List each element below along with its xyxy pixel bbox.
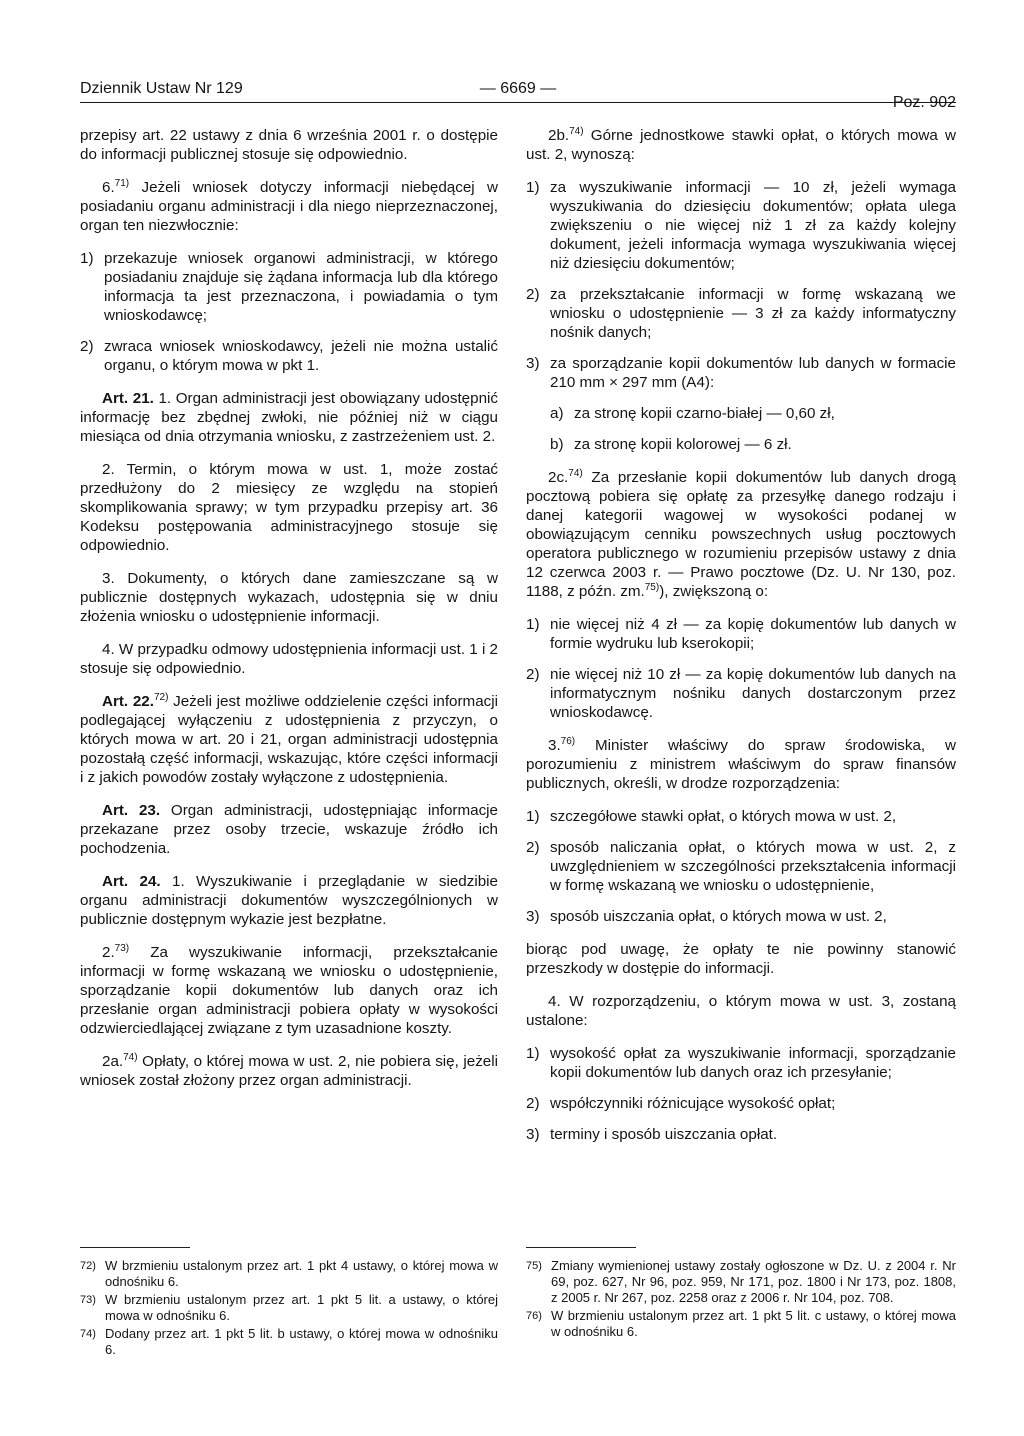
paragraph: 4. W przypadku odmowy udostępnienia informacji ust. 1 i 2 stosuje się odpowiednio. (80, 641, 498, 677)
footnotes-right (526, 1247, 956, 1342)
paragraph: 2a.$^{74)}$ Opłaty, o której mowa w ust. 2, nie pobiera się, jeżeli wniosek został złożony przez organ administracji. (80, 1051, 498, 1089)
item-list (526, 615, 956, 722)
list-item: 1) wysokość opłat za wyszukiwanie informacji, sporządzanie kopii dokumentów lub danych oraz ich przesyłanie; (526, 1045, 956, 1081)
paragraph-2b: 2b.$^{74)}$ Górne jednostkowe stawki opłat, o których mowa w ust. 2, wynoszą: (526, 125, 956, 163)
list-item: 2) współczynniki różnicujące wysokość opłat; (526, 1095, 836, 1112)
page-number: — 6669 — (479, 80, 557, 97)
paragraph: przepisy art. 22 ustawy z dnia 6 września 2001 r. o dostępie do informacji publicznej stosuje się odpowiednio. (80, 127, 498, 163)
list-item: 2) nie więcej niż 10 zł — za kopię dokumentów lub danych na informatycznym nośniku danych dostarczonym przez wnioskodawcę. (526, 666, 956, 721)
left-column (80, 126, 498, 1104)
list-item: 2) zwraca wniosek wnioskodawcy, jeżeli nie można ustalić organu, o którym mowa w pkt 1. (80, 338, 498, 374)
list-item: 1) szczegółowe stawki opłat, o których mowa w ust. 2, (526, 808, 897, 825)
paragraph-2c: 2c.$^{74)}$ Za przesłanie kopii dokumentów lub danych drogą pocztową pobiera się opłatę za przesyłkę danego rodzaju i danej kategorii wagowej w wysokości podanej w obowiązującym cenniku powszechnych usług pocztowych operatora publicznego w rozumieniu przepisów ustawy z dnia 12 czerwca 2003 r. — Prawo pocztowe (Dz. U. Nr 130, poz. 1188, z późn. zm.$^{75)}$), zwiększoną o: (526, 467, 956, 600)
footnote-rule (526, 1247, 636, 1248)
list-item: 3) sposób uiszczania opłat, o których mowa w ust. 2, (526, 908, 887, 925)
footnote-rule (80, 1247, 190, 1248)
paragraph: 2. Termin, o którym mowa w ust. 1, może zostać przedłużony do 2 miesięcy ze względu na stopień skomplikowania sprawy; w tym przypadku przepisy art. 36 Kodeksu postępowania administracyjnego stosuje się odpowiednio. (80, 461, 498, 554)
footnote: 76) W brzmieniu ustalonym przez art. 1 pkt 5 lit. c ustawy, o której mowa w odnośniku 6. (526, 1308, 956, 1339)
paragraph-6: 6.$^{71)}$ Jeżeli wniosek dotyczy informacji niebędącej w posiadaniu organu administracji i dla niego nieprzeznaczonej, organ ten niezwłocznie: (80, 177, 498, 234)
footnote: 74) Dodany przez art. 1 pkt 5 lit. b ustawy, o której mowa w odnośniku 6. (80, 1326, 498, 1357)
footnote: 72) W brzmieniu ustalonym przez art. 1 pkt 4 ustawy, o której mowa w odnośniku 6. (80, 1258, 498, 1289)
article-24: Art. 24. 1. Wyszukiwanie i przeglądanie w siedzibie organu administracji dokumentów wyszczególnionych w publicznie dostępnym wykazie jest bezpłatne. (80, 873, 498, 928)
footnote: 73) W brzmieniu ustalonym przez art. 1 pkt 5 lit. a ustawy, o której mowa w odnośniku 6. (80, 1292, 498, 1323)
article-21: Art. 21. 1. Organ administracji jest obowiązany udostępnić informację bez zbędnej zwłoki, nie później niż w ciągu miesiąca od dnia otrzymania wniosku, z zastrzeżeniem ust. 2. (80, 390, 498, 445)
list-item: 2) za przekształcanie informacji w formę wskazaną we wniosku o udostępnienie — 3 zł za każdy informatyczny nośnik danych; (526, 286, 956, 341)
list-item: 2) sposób naliczania opłat, o których mowa w ust. 2, z uwzględnieniem w szczególności przekształcenia informacji w formę wskazaną we wniosku o udostępnienie, (526, 839, 956, 894)
footnotes-left (80, 1247, 498, 1360)
paragraph: biorąc pod uwagę, że opłaty te nie powinny stanowić przeszkody w dostępie do informacji. (526, 941, 956, 977)
footnote: 75) Zmiany wymienionej ustawy zostały ogłoszone w Dz. U. z 2004 r. Nr 69, poz. 627, Nr 96, poz. 959, Nr 171, poz. 1800 i Nr 173, poz. 1808, z 2005 r. Nr 267, poz. 2258 oraz z 2006 r. Nr 104, poz. 708. (526, 1258, 956, 1305)
list-item: 1) za wyszukiwanie informacji — 10 zł, jeżeli wymaga wyszukiwania do dziesięciu dokumentów; opłata ulega zwiększeniu o nie więcej niż 1 zł za każdy kolejny dokument, jeżeli informacja wymaga wyszukiwania więcej niż dziesięciu dokumentów; (526, 179, 956, 272)
position-number: Poz. 902 (892, 94, 956, 111)
right-column (526, 126, 956, 1158)
item-list (526, 178, 956, 454)
article-22: Art. 22.$^{72)}$ Jeżeli jest możliwe oddzielenie części informacji podlegającej wyłączeniu z udostępnienia z przyczyn, o których mowa w art. 20 i 21, organ administracji udostępnia pozostałą część informacji, wskazując, które części informacji i z jakich powodów zostały wyłączone z udostępnienia. (80, 691, 498, 786)
item-list (526, 1044, 956, 1144)
paragraph: 2.$^{73)}$ Za wyszukiwanie informacji, przekształcanie informacji w formę wskazaną we wniosku o udostępnienie, sporządzanie kopii dokumentów lub danych oraz ich przesłanie organ administracji pobiera opłaty w wysokości odzwierciedlającej związane z tym uzasadnione koszty. (80, 942, 498, 1037)
list-item: 3) terminy i sposób uiszczania opłat. (526, 1126, 778, 1143)
sub-list-item: b) za stronę kopii kolorowej — 6 zł. (550, 436, 792, 453)
sub-list-item: a) za stronę kopii czarno-białej — 0,60 zł, (550, 405, 835, 422)
page-header (80, 76, 956, 111)
paragraph-4: 4. W rozporządzeniu, o którym mowa w ust. 3, zostaną ustalone: (526, 993, 956, 1029)
item-list (526, 807, 956, 926)
item-list (80, 249, 498, 375)
paragraph: 3. Dokumenty, o których dane zamieszczane są w publicznie dostępnych wykazach, udostępnia się w dniu złożenia wniosku o udostępnienie informacji. (80, 570, 498, 625)
list-item: 1) przekazuje wniosek organowi administracji, w którego posiadaniu znajduje się żądana informacja lub dla którego informacja ta jest przeznaczona, i powiadamia o tym wnioskodawcę; (80, 250, 498, 324)
sub-list (550, 404, 956, 454)
list-item: 3) za sporządzanie kopii dokumentów lub danych w formacie 210 mm × 297 mm (A4): a) za stronę kopii czarno-białej — 0,60 zł, b) za stronę kopii kolorowej — 6 zł. (526, 355, 956, 453)
paragraph-3: 3.$^{76)}$ Minister właściwy do spraw środowiska, w porozumieniu z ministrem właściwym do spraw finansów publicznych, określi, w drodze rozporządzenia: (526, 735, 956, 792)
list-item: 1) nie więcej niż 4 zł — za kopię dokumentów lub danych w formie wydruku lub kserokopii; (526, 616, 956, 652)
article-23: Art. 23. Organ administracji, udostępniając informacje przekazane przez osoby trzecie, wskazuje źródło ich pochodzenia. (80, 802, 498, 857)
journal-title: Dziennik Ustaw Nr 129 (80, 80, 243, 97)
